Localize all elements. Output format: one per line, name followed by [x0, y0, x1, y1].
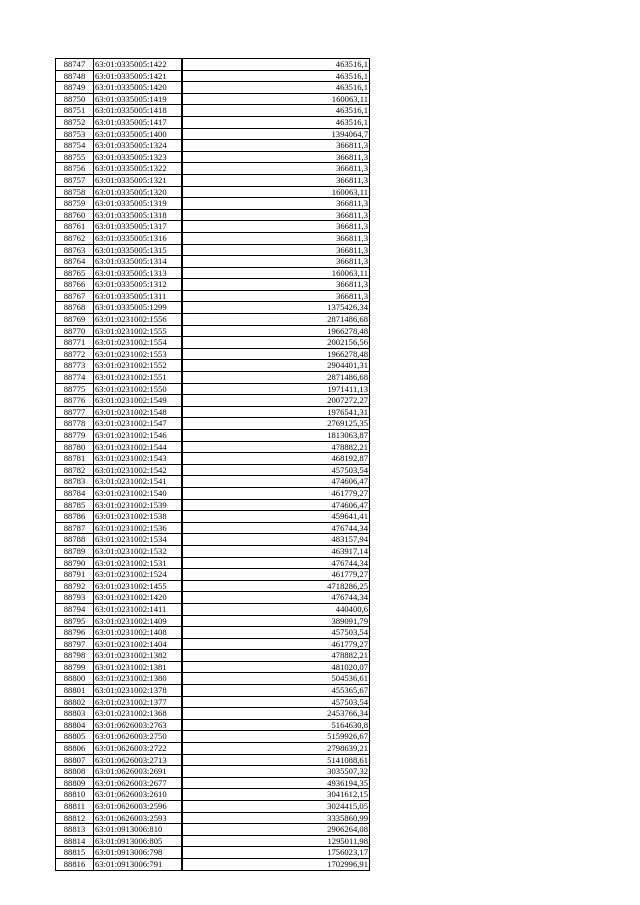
value-cell: 463917,14	[182, 545, 370, 557]
table-row	[56, 754, 370, 766]
value-cell: 1971411,13	[182, 383, 370, 395]
value-cell: 1702996,91	[182, 858, 370, 870]
table-row	[56, 627, 370, 639]
row-number-cell: 88806	[56, 743, 94, 755]
table-row	[56, 615, 370, 627]
value-cell: 366811,3	[182, 290, 370, 302]
value-cell: 461779,27	[182, 487, 370, 499]
value-cell: 459641,41	[182, 511, 370, 523]
value-cell: 4718286,25	[182, 580, 370, 592]
table-row	[56, 441, 370, 453]
table-row	[56, 116, 370, 128]
table-row	[56, 59, 370, 71]
cadastral-number-cell: 63:01:0626003:2691	[94, 766, 183, 778]
value-cell: 1813063,87	[182, 430, 370, 442]
row-number-cell: 88784	[56, 487, 94, 499]
row-number-cell: 88804	[56, 719, 94, 731]
row-number-cell: 88758	[56, 186, 94, 198]
cadastral-number-cell: 63:01:0231002:1377	[94, 696, 183, 708]
value-cell: 366811,3	[182, 151, 370, 163]
data-table	[55, 58, 370, 871]
cadastral-number-cell: 63:01:0913006:805	[94, 835, 183, 847]
cadastral-number-cell: 63:01:0626003:2750	[94, 731, 183, 743]
value-cell: 2002156,56	[182, 337, 370, 349]
value-cell: 389091,79	[182, 615, 370, 627]
cadastral-number-cell: 63:01:0335005:1313	[94, 267, 183, 279]
row-number-cell: 88775	[56, 383, 94, 395]
table-row	[56, 719, 370, 731]
table-row	[56, 140, 370, 152]
row-number-cell: 88779	[56, 430, 94, 442]
table-row	[56, 244, 370, 256]
table-row	[56, 198, 370, 210]
row-number-cell: 88759	[56, 198, 94, 210]
cadastral-number-cell: 63:01:0335005:1316	[94, 232, 183, 244]
value-cell: 366811,3	[182, 221, 370, 233]
row-number-cell: 88794	[56, 603, 94, 615]
cadastral-number-cell: 63:01:0231002:1543	[94, 453, 183, 465]
row-number-cell: 88764	[56, 256, 94, 268]
row-number-cell: 88752	[56, 116, 94, 128]
cadastral-number-cell: 63:01:0231002:1552	[94, 360, 183, 372]
row-number-cell: 88750	[56, 93, 94, 105]
value-cell: 476744,34	[182, 522, 370, 534]
row-number-cell: 88754	[56, 140, 94, 152]
value-cell: 1966278,48	[182, 348, 370, 360]
table-row	[56, 314, 370, 326]
row-number-cell: 88767	[56, 290, 94, 302]
cadastral-number-cell: 63:01:0335005:1299	[94, 302, 183, 314]
row-number-cell: 88788	[56, 534, 94, 546]
row-number-cell: 88766	[56, 279, 94, 291]
table-row	[56, 186, 370, 198]
row-number-cell: 88760	[56, 209, 94, 221]
cadastral-number-cell: 63:01:0231002:1381	[94, 661, 183, 673]
value-cell: 366811,3	[182, 256, 370, 268]
cadastral-number-cell: 63:01:0231002:1541	[94, 476, 183, 488]
cadastral-number-cell: 63:01:0626003:2593	[94, 812, 183, 824]
row-number-cell: 88749	[56, 82, 94, 94]
cadastral-number-cell: 63:01:0231002:1554	[94, 337, 183, 349]
row-number-cell: 88789	[56, 545, 94, 557]
row-number-cell: 88747	[56, 59, 94, 71]
value-cell: 461779,27	[182, 638, 370, 650]
cadastral-number-cell: 63:01:0231002:1551	[94, 372, 183, 384]
row-number-cell: 88768	[56, 302, 94, 314]
cadastral-number-cell: 63:01:0231002:1553	[94, 348, 183, 360]
cadastral-number-cell: 63:01:0913006:791	[94, 858, 183, 870]
value-cell: 2769125,35	[182, 418, 370, 430]
table-row	[56, 93, 370, 105]
cadastral-number-cell: 63:01:0335005:1318	[94, 209, 183, 221]
value-cell: 2798639,21	[182, 743, 370, 755]
cadastral-number-cell: 63:01:0335005:1419	[94, 93, 183, 105]
row-number-cell: 88796	[56, 627, 94, 639]
table-row	[56, 406, 370, 418]
row-number-cell: 88816	[56, 858, 94, 870]
value-cell: 2906264,08	[182, 824, 370, 836]
row-number-cell: 88765	[56, 267, 94, 279]
value-cell: 476744,34	[182, 557, 370, 569]
value-cell: 1756023,17	[182, 847, 370, 859]
value-cell: 478882,21	[182, 441, 370, 453]
cadastral-number-cell: 63:01:0231002:1532	[94, 545, 183, 557]
cadastral-number-cell: 63:01:0626003:2677	[94, 777, 183, 789]
row-number-cell: 88815	[56, 847, 94, 859]
table-row	[56, 163, 370, 175]
table-row	[56, 232, 370, 244]
table-row	[56, 511, 370, 523]
value-cell: 160063,11	[182, 93, 370, 105]
value-cell: 478882,21	[182, 650, 370, 662]
table-row	[56, 650, 370, 662]
value-cell: 1375426,34	[182, 302, 370, 314]
value-cell: 457503,54	[182, 627, 370, 639]
cadastral-number-cell: 63:01:0335005:1311	[94, 290, 183, 302]
cadastral-number-cell: 63:01:0231002:1542	[94, 464, 183, 476]
cadastral-number-cell: 63:01:0231002:1455	[94, 580, 183, 592]
cadastral-number-cell: 63:01:0335005:1321	[94, 174, 183, 186]
table-row	[56, 766, 370, 778]
table-row	[56, 430, 370, 442]
row-number-cell: 88783	[56, 476, 94, 488]
table-row	[56, 209, 370, 221]
value-cell: 463516,1	[182, 105, 370, 117]
table-row	[56, 847, 370, 859]
row-number-cell: 88811	[56, 801, 94, 813]
table-row	[56, 685, 370, 697]
value-cell: 2453766,34	[182, 708, 370, 720]
row-number-cell: 88778	[56, 418, 94, 430]
cadastral-number-cell: 63:01:0335005:1323	[94, 151, 183, 163]
value-cell: 3335860,99	[182, 812, 370, 824]
row-number-cell: 88782	[56, 464, 94, 476]
cadastral-number-cell: 63:01:0335005:1317	[94, 221, 183, 233]
row-number-cell: 88810	[56, 789, 94, 801]
table-row	[56, 731, 370, 743]
value-cell: 440400,6	[182, 603, 370, 615]
table-row	[56, 256, 370, 268]
table-body	[56, 59, 370, 871]
table-row	[56, 801, 370, 813]
table-row	[56, 569, 370, 581]
cadastral-number-cell: 63:01:0335005:1420	[94, 82, 183, 94]
value-cell: 476744,34	[182, 592, 370, 604]
cadastral-number-cell: 63:01:0335005:1312	[94, 279, 183, 291]
row-number-cell: 88781	[56, 453, 94, 465]
cadastral-number-cell: 63:01:0231002:1378	[94, 685, 183, 697]
table-row	[56, 82, 370, 94]
row-number-cell: 88748	[56, 70, 94, 82]
table-row	[56, 534, 370, 546]
value-cell: 463516,1	[182, 116, 370, 128]
table-row	[56, 487, 370, 499]
value-cell: 366811,3	[182, 244, 370, 256]
value-cell: 5159926,67	[182, 731, 370, 743]
table-row	[56, 325, 370, 337]
table-row	[56, 499, 370, 511]
table-row	[56, 383, 370, 395]
value-cell: 504536,61	[182, 673, 370, 685]
cadastral-number-cell: 63:01:0231002:1420	[94, 592, 183, 604]
row-number-cell: 88762	[56, 232, 94, 244]
row-number-cell: 88785	[56, 499, 94, 511]
value-cell: 5164630,8	[182, 719, 370, 731]
value-cell: 457503,54	[182, 696, 370, 708]
cadastral-number-cell: 63:01:0335005:1319	[94, 198, 183, 210]
row-number-cell: 88791	[56, 569, 94, 581]
table-row	[56, 128, 370, 140]
cadastral-number-cell: 63:01:0231002:1556	[94, 314, 183, 326]
cadastral-number-cell: 63:01:0335005:1418	[94, 105, 183, 117]
cadastral-number-cell: 63:01:0335005:1400	[94, 128, 183, 140]
cadastral-number-cell: 63:01:0231002:1404	[94, 638, 183, 650]
value-cell: 2871486,68	[182, 372, 370, 384]
cadastral-number-cell: 63:01:0231002:1539	[94, 499, 183, 511]
value-cell: 366811,3	[182, 209, 370, 221]
table-row	[56, 395, 370, 407]
value-cell: 366811,3	[182, 198, 370, 210]
row-number-cell: 88800	[56, 673, 94, 685]
row-number-cell: 88793	[56, 592, 94, 604]
table-row	[56, 337, 370, 349]
table-row	[56, 221, 370, 233]
value-cell: 1966278,48	[182, 325, 370, 337]
cadastral-number-cell: 63:01:0231002:1382	[94, 650, 183, 662]
row-number-cell: 88792	[56, 580, 94, 592]
row-number-cell: 88769	[56, 314, 94, 326]
value-cell: 366811,3	[182, 163, 370, 175]
cadastral-number-cell: 63:01:0335005:1322	[94, 163, 183, 175]
row-number-cell: 88799	[56, 661, 94, 673]
value-cell: 160063,11	[182, 186, 370, 198]
table-row	[56, 105, 370, 117]
row-number-cell: 88763	[56, 244, 94, 256]
cadastral-number-cell: 63:01:0231002:1531	[94, 557, 183, 569]
table-row	[56, 453, 370, 465]
table-row	[56, 279, 370, 291]
cadastral-number-cell: 63:01:0231002:1555	[94, 325, 183, 337]
value-cell: 366811,3	[182, 174, 370, 186]
value-cell: 1394064,7	[182, 128, 370, 140]
table-row	[56, 348, 370, 360]
table-row	[56, 302, 370, 314]
value-cell: 3024415,05	[182, 801, 370, 813]
row-number-cell: 88805	[56, 731, 94, 743]
row-number-cell: 88813	[56, 824, 94, 836]
cadastral-number-cell: 63:01:0335005:1320	[94, 186, 183, 198]
table-row	[56, 372, 370, 384]
cadastral-number-cell: 63:01:0913006:810	[94, 824, 183, 836]
cadastral-number-cell: 63:01:0231002:1549	[94, 395, 183, 407]
cadastral-number-cell: 63:01:0231002:1538	[94, 511, 183, 523]
cadastral-number-cell: 63:01:0913006:798	[94, 847, 183, 859]
cadastral-number-cell: 63:01:0626003:2713	[94, 754, 183, 766]
row-number-cell: 88774	[56, 372, 94, 384]
table-row	[56, 151, 370, 163]
row-number-cell: 88795	[56, 615, 94, 627]
value-cell: 483157,94	[182, 534, 370, 546]
row-number-cell: 88773	[56, 360, 94, 372]
table-row	[56, 708, 370, 720]
table-row	[56, 360, 370, 372]
value-cell: 474606,47	[182, 476, 370, 488]
row-number-cell: 88770	[56, 325, 94, 337]
row-number-cell: 88807	[56, 754, 94, 766]
row-number-cell: 88787	[56, 522, 94, 534]
table-row	[56, 638, 370, 650]
row-number-cell: 88753	[56, 128, 94, 140]
value-cell: 474606,47	[182, 499, 370, 511]
cadastral-number-cell: 63:01:0335005:1422	[94, 59, 183, 71]
value-cell: 2904401,31	[182, 360, 370, 372]
cadastral-number-cell: 63:01:0626003:2610	[94, 789, 183, 801]
row-number-cell: 88814	[56, 835, 94, 847]
table-row	[56, 522, 370, 534]
row-number-cell: 88802	[56, 696, 94, 708]
table-row	[56, 858, 370, 870]
value-cell: 463516,1	[182, 82, 370, 94]
row-number-cell: 88755	[56, 151, 94, 163]
cadastral-number-cell: 63:01:0231002:1540	[94, 487, 183, 499]
cadastral-number-cell: 63:01:0231002:1546	[94, 430, 183, 442]
row-number-cell: 88772	[56, 348, 94, 360]
value-cell: 5141088,61	[182, 754, 370, 766]
cadastral-number-cell: 63:01:0231002:1411	[94, 603, 183, 615]
table-row	[56, 557, 370, 569]
cadastral-number-cell: 63:01:0231002:1368	[94, 708, 183, 720]
cadastral-number-cell: 63:01:0335005:1315	[94, 244, 183, 256]
row-number-cell: 88777	[56, 406, 94, 418]
cadastral-number-cell: 63:01:0231002:1524	[94, 569, 183, 581]
row-number-cell: 88808	[56, 766, 94, 778]
row-number-cell: 88761	[56, 221, 94, 233]
value-cell: 3041612,15	[182, 789, 370, 801]
table-row	[56, 476, 370, 488]
table-row	[56, 580, 370, 592]
table-row	[56, 545, 370, 557]
cadastral-number-cell: 63:01:0231002:1547	[94, 418, 183, 430]
row-number-cell: 88790	[56, 557, 94, 569]
cadastral-number-cell: 63:01:0231002:1550	[94, 383, 183, 395]
table-row	[56, 812, 370, 824]
value-cell: 2007272,27	[182, 395, 370, 407]
value-cell: 481020,07	[182, 661, 370, 673]
row-number-cell: 88751	[56, 105, 94, 117]
value-cell: 463516,1	[182, 70, 370, 82]
cadastral-number-cell: 63:01:0335005:1324	[94, 140, 183, 152]
value-cell: 461779,27	[182, 569, 370, 581]
value-cell: 2871486,68	[182, 314, 370, 326]
table-row	[56, 835, 370, 847]
row-number-cell: 88801	[56, 685, 94, 697]
table-row	[56, 464, 370, 476]
row-number-cell: 88812	[56, 812, 94, 824]
table-row	[56, 70, 370, 82]
row-number-cell: 88776	[56, 395, 94, 407]
cadastral-number-cell: 63:01:0626003:2596	[94, 801, 183, 813]
value-cell: 366811,3	[182, 140, 370, 152]
table-row	[56, 789, 370, 801]
value-cell: 160063,11	[182, 267, 370, 279]
table-row	[56, 290, 370, 302]
cadastral-number-cell: 63:01:0231002:1534	[94, 534, 183, 546]
table-row	[56, 743, 370, 755]
row-number-cell: 88780	[56, 441, 94, 453]
table-row	[56, 661, 370, 673]
row-number-cell: 88786	[56, 511, 94, 523]
cadastral-number-cell: 63:01:0231002:1544	[94, 441, 183, 453]
row-number-cell: 88798	[56, 650, 94, 662]
cadastral-number-cell: 63:01:0626003:2763	[94, 719, 183, 731]
cadastral-number-cell: 63:01:0335005:1421	[94, 70, 183, 82]
table-row	[56, 592, 370, 604]
table-row	[56, 174, 370, 186]
value-cell: 468192,87	[182, 453, 370, 465]
table-row	[56, 673, 370, 685]
cadastral-number-cell: 63:01:0231002:1380	[94, 673, 183, 685]
value-cell: 1295011,98	[182, 835, 370, 847]
row-number-cell: 88803	[56, 708, 94, 720]
row-number-cell: 88771	[56, 337, 94, 349]
value-cell: 463516,1	[182, 59, 370, 71]
row-number-cell: 88757	[56, 174, 94, 186]
table-row	[56, 824, 370, 836]
cadastral-number-cell: 63:01:0231002:1548	[94, 406, 183, 418]
table-row	[56, 777, 370, 789]
table-row	[56, 696, 370, 708]
value-cell: 457503,54	[182, 464, 370, 476]
cadastral-number-cell: 63:01:0231002:1408	[94, 627, 183, 639]
table-row	[56, 603, 370, 615]
cadastral-number-cell: 63:01:0231002:1536	[94, 522, 183, 534]
row-number-cell: 88809	[56, 777, 94, 789]
row-number-cell: 88797	[56, 638, 94, 650]
cadastral-number-cell: 63:01:0626003:2722	[94, 743, 183, 755]
cadastral-number-cell: 63:01:0335005:1314	[94, 256, 183, 268]
table-row	[56, 418, 370, 430]
cadastral-number-cell: 63:01:0231002:1409	[94, 615, 183, 627]
value-cell: 1976541,31	[182, 406, 370, 418]
value-cell: 4936194,35	[182, 777, 370, 789]
table-row	[56, 267, 370, 279]
value-cell: 455365,67	[182, 685, 370, 697]
value-cell: 366811,3	[182, 232, 370, 244]
value-cell: 366811,3	[182, 279, 370, 291]
cadastral-number-cell: 63:01:0335005:1417	[94, 116, 183, 128]
row-number-cell: 88756	[56, 163, 94, 175]
value-cell: 3035507,32	[182, 766, 370, 778]
